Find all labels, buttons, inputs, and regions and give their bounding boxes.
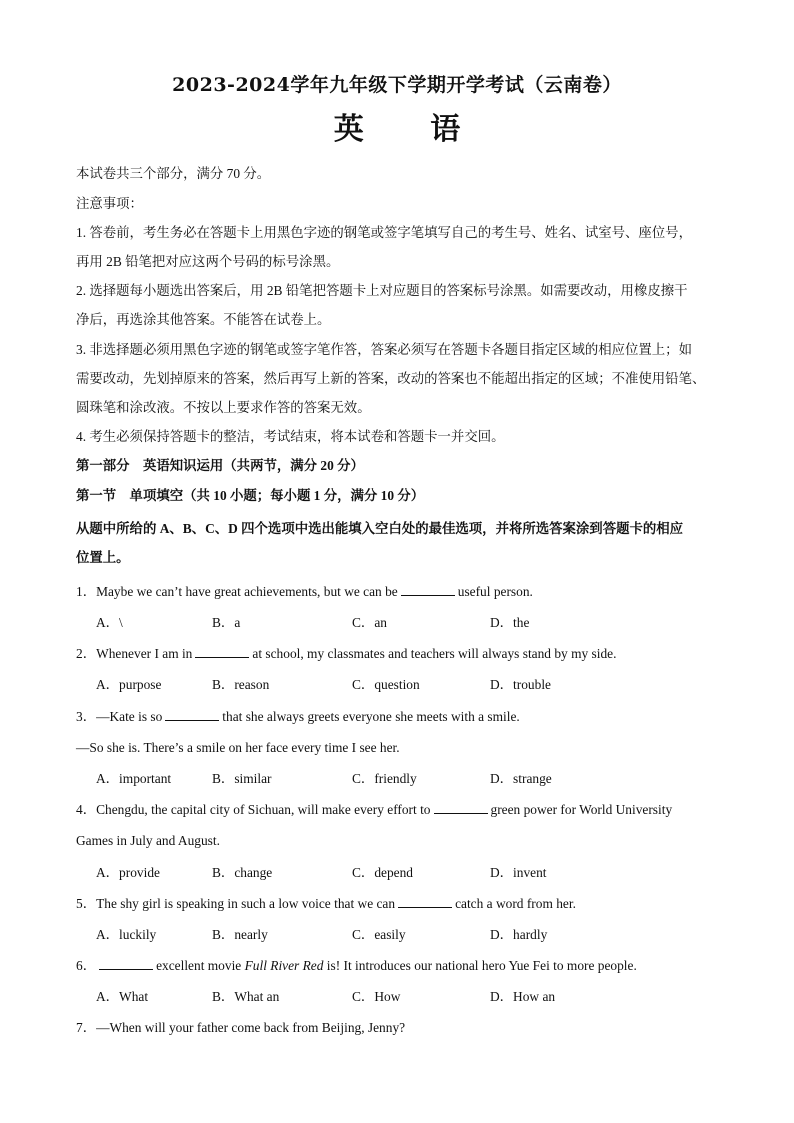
note-3-line-2: 需要改动，先划掉原来的答案，然后再写上新的答案，改动的答案也不能超出指定的区域；不准使用铅笔、 [76,371,706,386]
option-c: C．an [352,615,387,630]
note-1-line-2: 再用 2B 铅笔把对应这两个号码的标号涂黑。 [76,254,340,269]
option-b: B．What an [212,989,280,1004]
notes-title: 注意事项： [76,196,143,211]
question-5-options [96,926,716,944]
option-d: D．trouble [490,677,551,692]
option-b: B．nearly [212,927,268,942]
question-1-options [96,614,716,632]
question-3 [76,708,726,726]
option-a: A．provide [96,865,160,880]
question-3-stem-start: 3．—Kate is so [76,709,163,724]
answer-blank [434,801,488,814]
question-7: 7．—When will your father come back from Beijing, Jenny? [76,1020,406,1035]
option-d: D．hardly [490,927,548,942]
total-score-note: 本试卷共三个部分，满分 70 分。 [76,166,271,181]
note-2-line-2: 净后，再选涂其他答案。不能答在试卷上。 [76,312,331,327]
question-4-stem-start: 4．Chengdu, the capital city of Sichuan, will make every effort to [76,802,431,817]
answer-blank [401,583,455,596]
question-2-stem-start: 2．Whenever I am in [76,646,193,661]
question-1-stem-end: useful person. [457,584,533,599]
option-b: B．reason [212,677,270,692]
option-b: B．similar [212,771,272,786]
option-c: C．depend [352,865,413,880]
question-4-continued: Games in July and August. [76,833,220,848]
note-3-line-3: 圆珠笔和涂改液。不按以上要求作答的答案无效。 [76,400,371,415]
answer-blank [99,957,153,970]
option-a: A．\ [96,615,123,630]
question-6-number: 6． [76,958,97,973]
option-c: C．How [352,989,401,1004]
note-1-line-1: 1. 答卷前，考生务必在答题卡上用黑色字迹的钢笔或签字笔填写自己的考生号、姓名、试室号、座位号， [76,225,692,240]
question-5 [76,895,726,913]
option-d: D．invent [490,865,547,880]
question-1 [76,583,726,601]
movie-title: Full River Red [244,958,324,973]
instruction-line-1: 从题中所给的 A、B、C、D 四个选项中选出能填入空白处的最佳选项，并将所选答案涂到答题卡的相应 [76,521,684,536]
question-5-stem-end: catch a word from her. [455,896,576,911]
option-a: A．What [96,989,149,1004]
option-c: C．friendly [352,771,417,786]
question-6-options [96,988,716,1006]
note-4: 4. 考生必须保持答题卡的整洁，考试结束，将本试卷和答题卡一并交回。 [76,429,505,444]
question-4-stem-end: green power for World University [490,802,673,817]
question-6 [76,957,726,975]
option-b: B．change [212,865,273,880]
option-d: D．the [490,615,530,630]
question-2-stem-end: at school, my classmates and teachers will always stand by my side. [252,646,617,661]
option-c: C．easily [352,927,406,942]
answer-blank [165,708,219,721]
part-1-heading: 第一部分 英语知识运用（共两节，满分 20 分） [76,458,364,473]
question-6-stem-mid: excellent movie [156,958,242,973]
option-a: A．luckily [96,927,157,942]
answer-blank [195,645,249,658]
section-1-heading: 第一节 单项填空（共 10 小题；每小题 1 分，满分 10 分） [76,488,425,503]
question-2-options [96,676,716,694]
subject-title: 英 语 [333,112,489,147]
option-a: A．important [96,771,172,786]
instruction-line-2: 位置上。 [76,550,130,565]
question-5-stem-start: 5．The shy girl is speaking in such a low voice that we can [76,896,396,911]
option-a: A．purpose [96,677,162,692]
option-c: C．question [352,677,420,692]
question-2 [76,645,726,663]
question-3-stem-end: that she always greets everyone she meets with a smile. [222,709,520,724]
question-1-stem-start: 1．Maybe we can’t have great achievements, but we can be [76,584,398,599]
option-d: D．strange [490,771,552,786]
question-4 [76,801,726,819]
note-3-line-1: 3. 非选择题必须用黑色字迹的钢笔或签字笔作答，答案必须写在答题卡各题目指定区域的相应位置上；如 [76,342,692,357]
answer-blank [398,895,452,908]
note-2-line-1: 2. 选择题每小题选出答案后，用 2B 铅笔把答题卡上对应题目的答案标号涂黑。如需要改动，用橡皮擦干 [76,283,688,298]
question-4-options [96,864,716,882]
question-6-stem-end: is! It introduces our national hero Yue Fei to more people. [326,958,637,973]
exam-title: 2023-2024学年九年级下学期开学考试（云南卷） [172,74,622,96]
question-3-options [96,770,716,788]
option-b: B．a [212,615,241,630]
question-3-reply: —So she is. There’s a smile on her face every time I see her. [76,740,400,755]
option-d: D．How an [490,989,556,1004]
